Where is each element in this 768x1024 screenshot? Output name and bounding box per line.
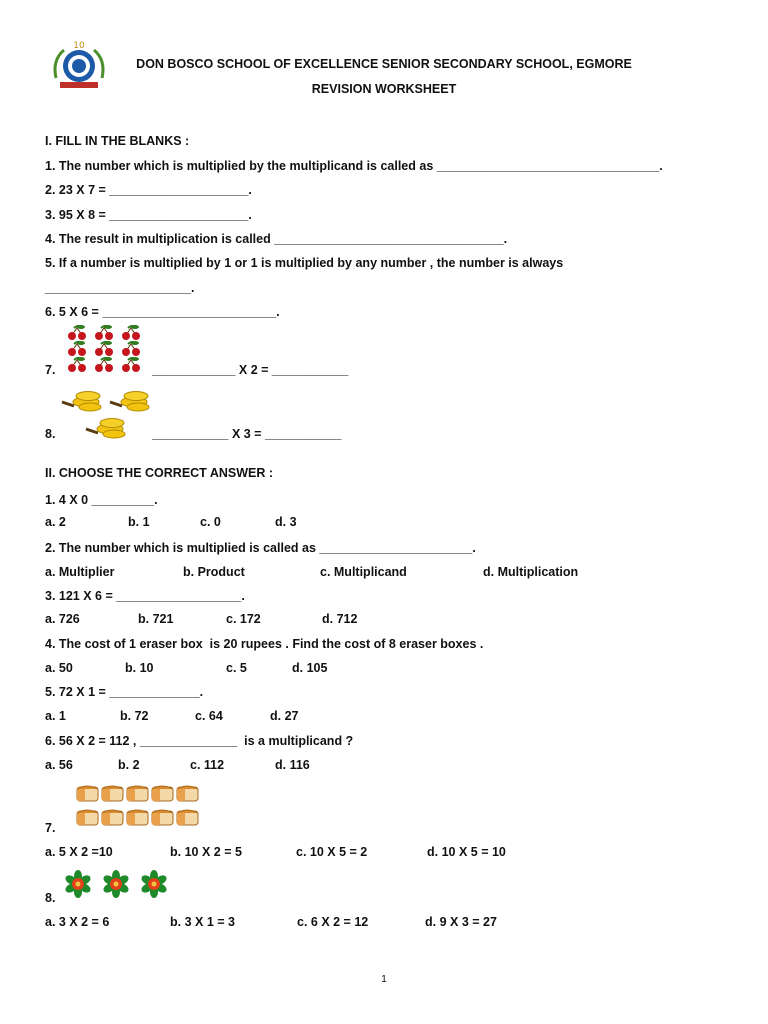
mcq-question-2: 2. The number which is multiplied is called as ______________________.: [45, 541, 476, 555]
question-1-7-blank: ____________ X 2 = ___________: [152, 363, 349, 377]
school-name: DON BOSCO SCHOOL OF EXCELLENCE SENIOR SECONDARY SCHOOL, EGMORE: [136, 57, 632, 71]
question-1-2: 2. 23 X 7 = ____________________.: [45, 183, 252, 197]
mcq-question-1: 1. 4 X 0 _________.: [45, 493, 158, 507]
mcq-4-option-d: d. 105: [292, 661, 328, 675]
question-1-3: 3. 95 X 8 = ____________________.: [45, 208, 252, 222]
mcq-4-option-c: c. 5: [226, 661, 247, 675]
mcq-2-option-c: c. Multiplicand: [320, 565, 407, 579]
mcq-question-4: 4. The cost of 1 eraser box is 20 rupees . Find the cost of 8 eraser boxes .: [45, 637, 484, 651]
mcq-7-option-b: b. 10 X 2 = 5: [170, 845, 242, 859]
mcq-8-option-d: d. 9 X 3 = 27: [425, 915, 497, 929]
question-1-1: 1. The number which is multiplied by the multiplicand is called as ________________________________.: [45, 159, 663, 173]
mcq-6-option-a: a. 56: [45, 758, 73, 772]
mcq-3-option-d: d. 712: [322, 612, 358, 626]
mcq-2-option-a: a. Multiplier: [45, 565, 115, 579]
mcq-question-6: 6. 56 X 2 = 112 , ______________ is a multiplicand ?: [45, 734, 354, 748]
flower-icon: [64, 870, 174, 903]
mcq-8-option-c: c. 6 X 2 = 12: [297, 915, 369, 929]
section1-heading: I. FILL IN THE BLANKS :: [45, 134, 190, 148]
mcq-1-option-c: c. 0: [200, 515, 221, 529]
worksheet-title: REVISION WORKSHEET: [311, 82, 457, 96]
mcq-question-3: 3. 121 X 6 = __________________.: [45, 589, 245, 603]
mcq-7-option-a: a. 5 X 2 =10: [45, 845, 113, 859]
section2-heading: II. CHOOSE THE CORRECT ANSWER :: [45, 466, 274, 480]
mcq-question-8: 8.: [45, 891, 56, 905]
page-number: 1: [381, 974, 387, 985]
mcq-1-option-d: d. 3: [275, 515, 297, 529]
mcq-3-option-c: c. 172: [226, 612, 261, 626]
mcq-question-7: 7.: [45, 821, 56, 835]
mcq-6-option-c: c. 112: [190, 758, 225, 772]
mcq-5-option-c: c. 64: [195, 709, 223, 723]
question-1-4: 4. The result in multiplication is called _________________________________.: [45, 232, 508, 246]
mcq-7-option-d: d. 10 X 5 = 10: [427, 845, 506, 859]
mcq-4-option-a: a. 50: [45, 661, 73, 675]
question-1-8-blank: ___________ X 3 = ___________: [152, 427, 342, 441]
mcq-2-option-b: b. Product: [183, 565, 245, 579]
question-1-5-blank: _____________________.: [45, 281, 195, 295]
mcq-8-option-a: a. 3 X 2 = 6: [45, 915, 110, 929]
mcq-6-option-d: d. 116: [275, 758, 310, 772]
mcq-5-option-b: b. 72: [120, 709, 149, 723]
question-1-6: 6. 5 X 6 = _________________________.: [45, 305, 280, 319]
mcq-3-option-a: a. 726: [45, 612, 80, 626]
mcq-1-option-b: b. 1: [128, 515, 150, 529]
question-1-8-number: 8.: [45, 427, 56, 441]
mcq-4-option-b: b. 10: [125, 661, 154, 675]
bananas-icon-single: [84, 413, 128, 446]
mcq-5-option-d: d. 27: [270, 709, 299, 723]
question-1-7-number: 7.: [45, 363, 56, 377]
svg-text:10: 10: [73, 41, 85, 51]
cherries-icon: [66, 325, 148, 380]
mcq-7-option-c: c. 10 X 5 = 2: [296, 845, 368, 859]
bread-loaf-icon: [75, 783, 205, 836]
mcq-2-option-d: d. Multiplication: [483, 565, 579, 579]
mcq-8-option-b: b. 3 X 1 = 3: [170, 915, 235, 929]
mcq-3-option-b: b. 721: [138, 612, 174, 626]
mcq-5-option-a: a. 1: [45, 709, 66, 723]
mcq-6-option-b: b. 2: [118, 758, 140, 772]
question-1-5: 5. If a number is multiplied by 1 or 1 is multiplied by any number , the number is always: [45, 256, 564, 270]
mcq-question-5: 5. 72 X 1 = _____________.: [45, 685, 204, 699]
mcq-1-option-a: a. 2: [45, 515, 66, 529]
